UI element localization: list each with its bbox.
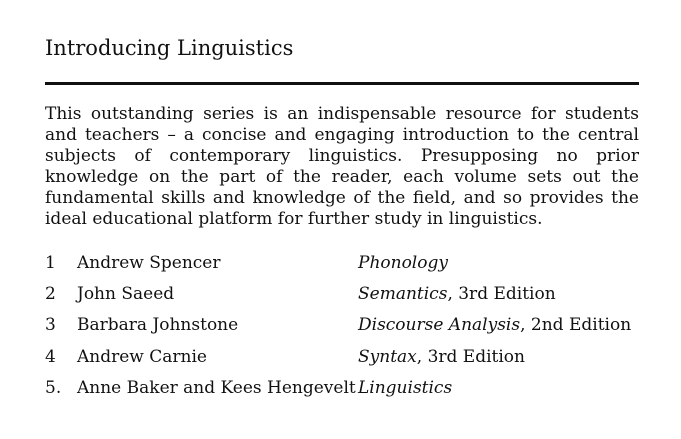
volume-title-text: Semantics xyxy=(358,284,448,305)
volume-row xyxy=(45,282,639,313)
volume-title xyxy=(358,313,631,337)
series-description: This outstanding series is an indispensable resource for students and teachers – a concise and engaging introduction to the central subjects of contemporary linguistics. Presupposing no prior knowledge on the part of the reader, each volume sets out the fundamental skills and knowledge of the field, and so provides the ideal educational platform for further study in linguistics. xyxy=(45,104,639,229)
volume-number: 4 xyxy=(45,346,56,367)
volume-number: 1 xyxy=(45,253,56,273)
volume-title-text: Syntax xyxy=(358,346,417,367)
volume-title xyxy=(358,282,556,306)
title-rule xyxy=(45,82,639,85)
volume-list xyxy=(45,251,639,407)
series-title: Introducing Linguistics xyxy=(45,36,294,60)
volume-author: Barbara Johnstone xyxy=(77,315,239,336)
volume-author: Andrew Spencer xyxy=(77,253,221,273)
volume-author: John Saeed xyxy=(77,284,175,305)
volume-row xyxy=(45,251,639,282)
volume-title xyxy=(358,251,448,275)
volume-title-text: Discourse Analysis xyxy=(358,315,521,336)
volume-edition: , 3rd Edition xyxy=(416,346,525,367)
volume-number: 2 xyxy=(45,284,56,305)
volume-row xyxy=(45,376,639,407)
volume-row xyxy=(45,313,639,344)
volume-title xyxy=(358,345,525,369)
volume-number: 3 xyxy=(45,315,56,336)
volume-edition: , 2nd Edition xyxy=(520,315,632,336)
volume-title-text: Linguistics xyxy=(358,377,453,398)
volume-number: 5. xyxy=(45,377,62,398)
volume-title-text: Phonology xyxy=(358,253,448,273)
volume-author: Andrew Carnie xyxy=(77,346,207,367)
volume-author: Anne Baker and Kees Hengevelt xyxy=(77,377,356,398)
volume-row xyxy=(45,345,639,376)
volume-edition: , 3rd Edition xyxy=(447,284,556,305)
volume-title xyxy=(358,376,452,400)
